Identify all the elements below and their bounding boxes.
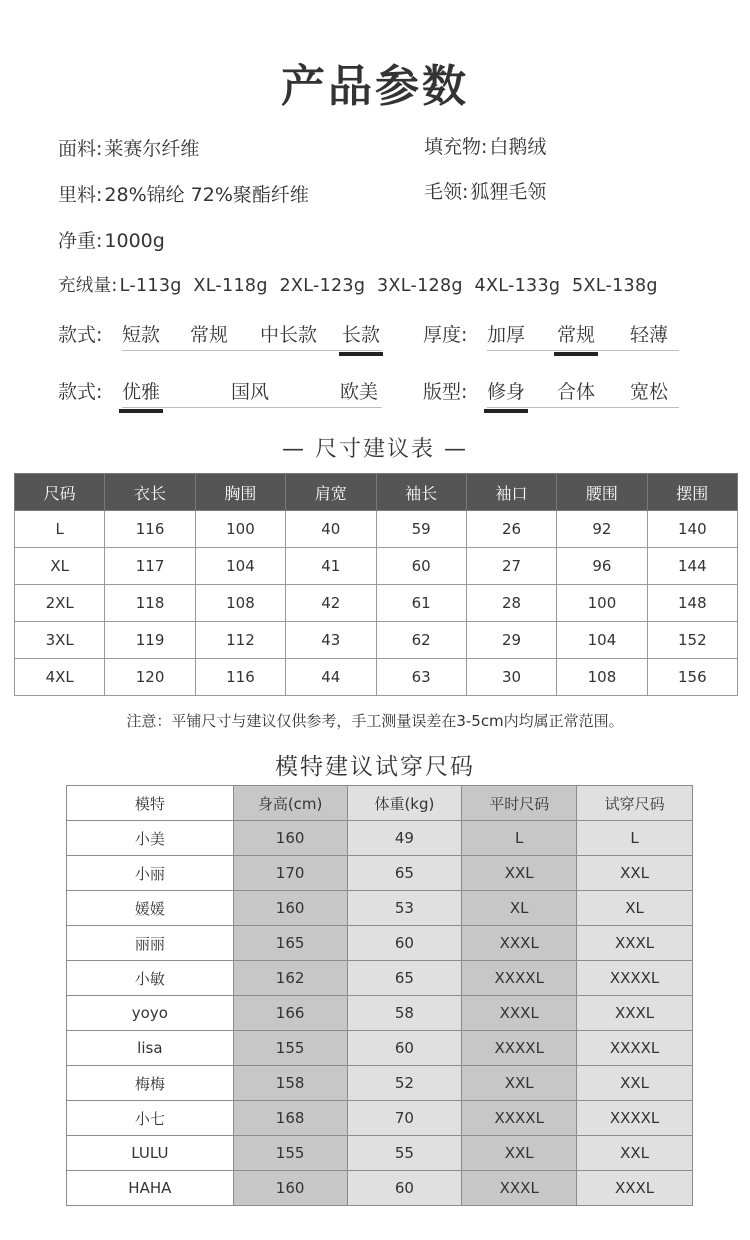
- option-row-thickness: [423, 320, 679, 351]
- spec-lining-value: 28%锦纶 72%聚酯纤维: [104, 184, 309, 206]
- option-thickness-regular[interactable]: 常规: [557, 320, 595, 347]
- model-cell: 155: [233, 1031, 347, 1066]
- model-cell: 160: [233, 891, 347, 926]
- model-cell: 53: [347, 891, 462, 926]
- size-cell: 148: [647, 585, 737, 622]
- size-cell: 116: [195, 659, 285, 696]
- model-cell: lisa: [67, 1031, 234, 1066]
- size-cell: XL: [15, 548, 105, 585]
- table-row: [15, 659, 738, 696]
- size-cell: 60: [376, 548, 466, 585]
- option-fit-loose[interactable]: 宽松: [630, 381, 669, 403]
- option-thickness-thick[interactable]: 加厚: [487, 324, 526, 346]
- model-cell: XXXL: [577, 926, 693, 961]
- model-cell: XXXL: [462, 1171, 577, 1206]
- model-cell: 70: [347, 1101, 462, 1136]
- model-cell: XXL: [462, 1136, 577, 1171]
- spec-lining: [58, 180, 309, 207]
- spec-weight-label: 净重:: [58, 230, 103, 252]
- spec-lining-label: 里料:: [58, 184, 103, 206]
- option-length-short[interactable]: 短款: [122, 324, 161, 346]
- size-header-cell: 摆围: [647, 474, 737, 511]
- model-cell: XXXXL: [462, 1031, 577, 1066]
- option-length-long[interactable]: 长款: [342, 320, 380, 347]
- model-cell: 170: [233, 856, 347, 891]
- size-header-cell: 袖长: [376, 474, 466, 511]
- size-table-header-row: [15, 474, 738, 511]
- size-header-cell: 尺码: [15, 474, 105, 511]
- spec-collar-value: 狐狸毛领: [470, 181, 547, 203]
- table-row: [67, 891, 693, 926]
- option-length-regular[interactable]: 常规: [190, 324, 229, 346]
- option-row-fit: [423, 377, 679, 408]
- size-header-cell: 胸围: [195, 474, 285, 511]
- model-table: [66, 785, 693, 1206]
- option-style-elegant[interactable]: 优雅: [122, 377, 160, 404]
- model-cell: HAHA: [67, 1171, 234, 1206]
- size-cell: 140: [647, 511, 737, 548]
- size-cell: 119: [105, 622, 195, 659]
- option-length-label: 款式:: [58, 324, 103, 346]
- size-cell: 156: [647, 659, 737, 696]
- model-cell: XXXL: [462, 926, 577, 961]
- size-cell: 26: [466, 511, 556, 548]
- table-row: [67, 1171, 693, 1206]
- spec-fabric-label: 面料:: [58, 138, 103, 160]
- model-cell: XXXXL: [462, 1101, 577, 1136]
- size-cell: 62: [376, 622, 466, 659]
- model-cell: 60: [347, 1171, 462, 1206]
- size-cell: 116: [105, 511, 195, 548]
- model-cell: L: [577, 821, 693, 856]
- model-cell: 158: [233, 1066, 347, 1101]
- table-row: [67, 996, 693, 1031]
- model-cell: 162: [233, 961, 347, 996]
- size-header-cell: 腰围: [557, 474, 647, 511]
- spec-collar: [424, 177, 546, 204]
- model-header-cell: 模特: [67, 786, 234, 821]
- option-thickness-label: 厚度:: [423, 324, 468, 346]
- model-header-cell: 身高(cm): [233, 786, 347, 821]
- size-cell: 30: [466, 659, 556, 696]
- model-cell: 梅梅: [67, 1066, 234, 1101]
- size-cell: 108: [557, 659, 647, 696]
- option-fit-regular[interactable]: 合体: [557, 381, 596, 403]
- size-cell: 104: [557, 622, 647, 659]
- model-cell: XXXL: [577, 996, 693, 1031]
- option-style-western[interactable]: 欧美: [340, 381, 379, 403]
- size-header-cell: 袖口: [466, 474, 556, 511]
- table-row: [15, 622, 738, 659]
- model-cell: 65: [347, 856, 462, 891]
- size-cell: L: [15, 511, 105, 548]
- spec-weight-value: 1000g: [104, 230, 165, 252]
- option-thickness-light[interactable]: 轻薄: [630, 324, 669, 346]
- table-row: [67, 1066, 693, 1101]
- model-header-cell: 体重(kg): [347, 786, 462, 821]
- size-cell: 4XL: [15, 659, 105, 696]
- model-table-title: 模特建议试穿尺码: [275, 754, 475, 780]
- model-cell: XXL: [577, 1136, 693, 1171]
- spec-weight: [58, 226, 165, 253]
- model-cell: XXXXL: [462, 961, 577, 996]
- size-cell: 28: [466, 585, 556, 622]
- spec-fabric-value: 莱赛尔纤维: [104, 138, 200, 160]
- model-cell: yoyo: [67, 996, 234, 1031]
- size-cell: 100: [557, 585, 647, 622]
- model-cell: XXXL: [577, 1171, 693, 1206]
- size-cell: 59: [376, 511, 466, 548]
- size-cell: 96: [557, 548, 647, 585]
- spec-collar-label: 毛领:: [424, 181, 469, 203]
- model-cell: XXXXL: [577, 961, 693, 996]
- spec-fabric: [58, 134, 199, 161]
- spec-down-amount-value: L-113g XL-118g 2XL-123g 3XL-128g 4XL-133g 5XL-138g: [119, 276, 658, 296]
- option-length-midlong[interactable]: 中长款: [260, 324, 318, 346]
- spec-down-amount-label: 充绒量:: [58, 276, 118, 296]
- size-cell: 144: [647, 548, 737, 585]
- model-cell: 52: [347, 1066, 462, 1101]
- option-style-chinese[interactable]: 国风: [231, 381, 270, 403]
- model-cell: 165: [233, 926, 347, 961]
- spec-down-amount: [58, 272, 658, 297]
- size-cell: 61: [376, 585, 466, 622]
- size-cell: 104: [195, 548, 285, 585]
- model-cell: 166: [233, 996, 347, 1031]
- spec-filling-value: 白鹅绒: [489, 136, 547, 158]
- size-cell: 108: [195, 585, 285, 622]
- model-cell: XL: [577, 891, 693, 926]
- table-row: [67, 1031, 693, 1066]
- model-cell: XXXXL: [577, 1101, 693, 1136]
- model-cell: L: [462, 821, 577, 856]
- option-row-length: [58, 320, 382, 351]
- table-row: [67, 926, 693, 961]
- table-row: [15, 511, 738, 548]
- size-cell: 44: [286, 659, 376, 696]
- size-cell: 42: [286, 585, 376, 622]
- size-cell: 112: [195, 622, 285, 659]
- size-header-cell: 衣长: [105, 474, 195, 511]
- size-cell: 2XL: [15, 585, 105, 622]
- size-cell: 63: [376, 659, 466, 696]
- model-cell: 49: [347, 821, 462, 856]
- option-fit-label: 版型:: [423, 381, 468, 403]
- model-cell: XXL: [577, 856, 693, 891]
- model-cell: XXXL: [462, 996, 577, 1031]
- model-cell: 丽丽: [67, 926, 234, 961]
- table-row: [67, 821, 693, 856]
- page-title: 产品参数: [281, 61, 469, 112]
- table-row: [67, 1136, 693, 1171]
- spec-filling-label: 填充物:: [424, 136, 488, 158]
- model-cell: XXL: [462, 1066, 577, 1101]
- size-cell: 40: [286, 511, 376, 548]
- size-cell: 92: [557, 511, 647, 548]
- model-cell: LULU: [67, 1136, 234, 1171]
- size-cell: 118: [105, 585, 195, 622]
- size-note: 注意：平铺尺寸与建议仅供参考，手工测量误差在3-5cm内均属正常范围。: [126, 712, 624, 730]
- size-table: [14, 473, 738, 696]
- model-cell: 小七: [67, 1101, 234, 1136]
- size-cell: 3XL: [15, 622, 105, 659]
- table-row: [67, 961, 693, 996]
- size-cell: 152: [647, 622, 737, 659]
- model-cell: 55: [347, 1136, 462, 1171]
- size-cell: 27: [466, 548, 556, 585]
- spec-filling: [424, 132, 546, 159]
- model-cell: XXL: [462, 856, 577, 891]
- model-cell: 小美: [67, 821, 234, 856]
- model-cell: 155: [233, 1136, 347, 1171]
- size-cell: 29: [466, 622, 556, 659]
- size-cell: 120: [105, 659, 195, 696]
- model-cell: XXL: [577, 1066, 693, 1101]
- size-cell: 41: [286, 548, 376, 585]
- size-header-cell: 肩宽: [286, 474, 376, 511]
- option-fit-slim[interactable]: 修身: [487, 377, 525, 404]
- model-cell: 160: [233, 821, 347, 856]
- model-header-cell: 平时尺码: [462, 786, 577, 821]
- table-row: [15, 585, 738, 622]
- model-table-header-row: [67, 786, 693, 821]
- size-cell: 100: [195, 511, 285, 548]
- model-cell: 小丽: [67, 856, 234, 891]
- model-cell: 小敏: [67, 961, 234, 996]
- size-cell: 117: [105, 548, 195, 585]
- table-row: [67, 1101, 693, 1136]
- model-cell: 媛媛: [67, 891, 234, 926]
- model-cell: 168: [233, 1101, 347, 1136]
- model-cell: 60: [347, 1031, 462, 1066]
- size-cell: 43: [286, 622, 376, 659]
- model-cell: 65: [347, 961, 462, 996]
- model-cell: XL: [462, 891, 577, 926]
- table-row: [15, 548, 738, 585]
- model-cell: XXXXL: [577, 1031, 693, 1066]
- option-row-style: [58, 377, 382, 408]
- option-style-label: 款式:: [58, 381, 103, 403]
- model-cell: 60: [347, 926, 462, 961]
- model-header-cell: 试穿尺码: [577, 786, 693, 821]
- model-cell: 58: [347, 996, 462, 1031]
- size-table-title: — 尺寸建议表 —: [282, 437, 468, 462]
- table-row: [67, 856, 693, 891]
- model-cell: 160: [233, 1171, 347, 1206]
